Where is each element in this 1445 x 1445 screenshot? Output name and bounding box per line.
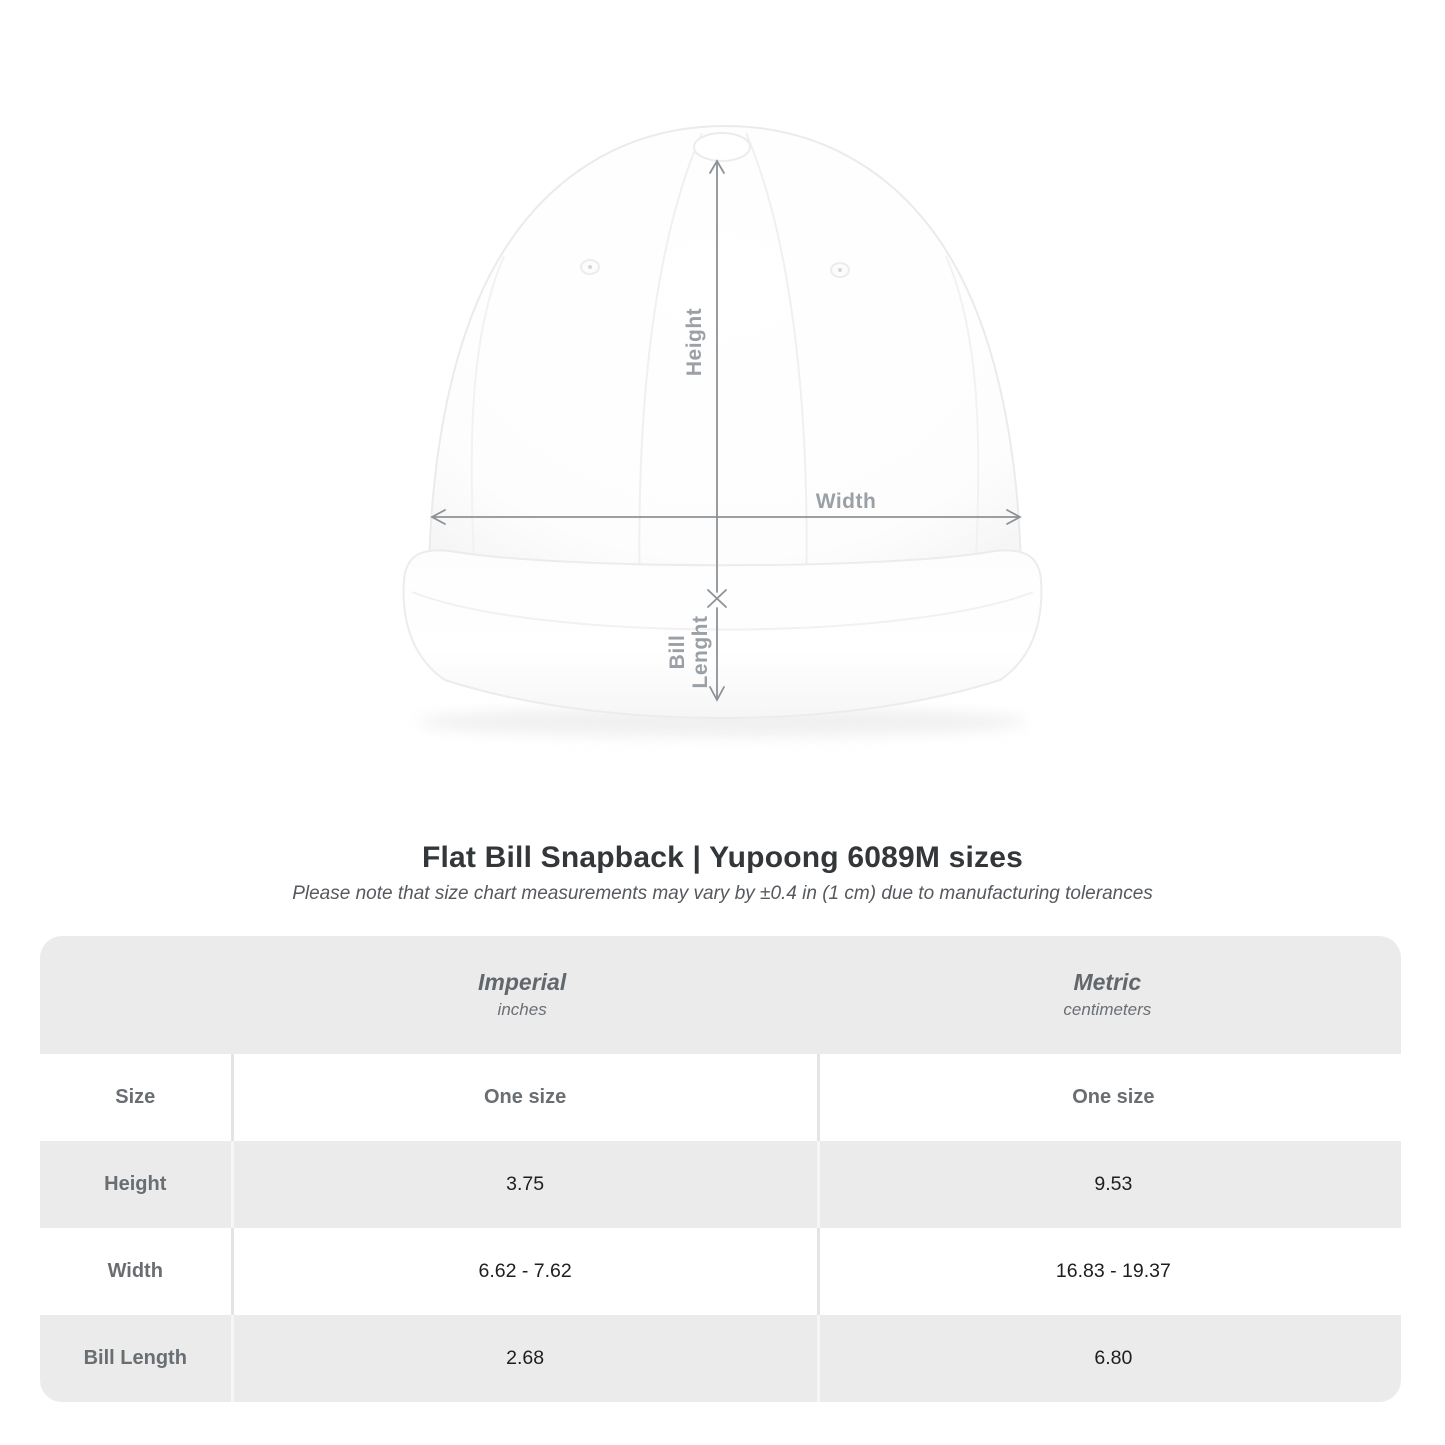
height-dimension-label: Height bbox=[683, 307, 706, 377]
metric-header-label: Metric bbox=[1073, 968, 1142, 995]
table-row bbox=[40, 1228, 1401, 1315]
page-title: Flat Bill Snapback | Yupoong 6089M sizes bbox=[421, 841, 1023, 874]
table-row bbox=[40, 1141, 1401, 1228]
table-row bbox=[40, 1054, 1401, 1141]
imperial-value-cell: One size bbox=[231, 1054, 817, 1141]
imperial-header-cell bbox=[231, 936, 814, 1054]
row-label-cell: Size bbox=[115, 1086, 156, 1108]
left-eyelet bbox=[581, 260, 599, 274]
size-table bbox=[40, 936, 1401, 1402]
imperial-header-label: Imperial bbox=[478, 968, 567, 995]
metric-value-cell: 6.80 bbox=[817, 1315, 1407, 1402]
table-row bbox=[40, 1315, 1401, 1402]
hat-crown bbox=[429, 126, 1021, 598]
row-label-cell: Width bbox=[107, 1260, 163, 1282]
imperial-value-cell: 2.68 bbox=[231, 1315, 817, 1402]
hat-bill bbox=[404, 550, 1042, 718]
right-eyelet bbox=[831, 263, 849, 277]
imperial-value-cell: 3.75 bbox=[231, 1141, 817, 1228]
page-subtitle: Please note that size chart measurements may vary by ±0.4 in (1 cm) due to manufacturing tolerances bbox=[292, 883, 1153, 904]
row-label-cell: Bill Length bbox=[83, 1347, 187, 1369]
hat-button bbox=[694, 133, 750, 161]
header-spacer-cell bbox=[40, 936, 231, 1054]
table-header-row bbox=[40, 936, 1401, 1054]
imperial-header-unit: inches bbox=[497, 1000, 547, 1020]
width-dimension-label: Width bbox=[815, 490, 877, 513]
metric-header-unit: centimeters bbox=[1063, 1000, 1152, 1020]
metric-header-cell bbox=[814, 936, 1401, 1054]
bill-length-dimension-label-line2: Lenght bbox=[689, 615, 712, 689]
row-label-cell: Height bbox=[104, 1173, 167, 1195]
metric-value-cell: 9.53 bbox=[817, 1141, 1407, 1228]
metric-value-cell: 16.83 - 19.37 bbox=[817, 1228, 1407, 1315]
metric-value-cell: One size bbox=[817, 1054, 1407, 1141]
imperial-value-cell: 6.62 - 7.62 bbox=[231, 1228, 817, 1315]
bill-length-dimension-label-line1: Bill bbox=[666, 634, 689, 670]
